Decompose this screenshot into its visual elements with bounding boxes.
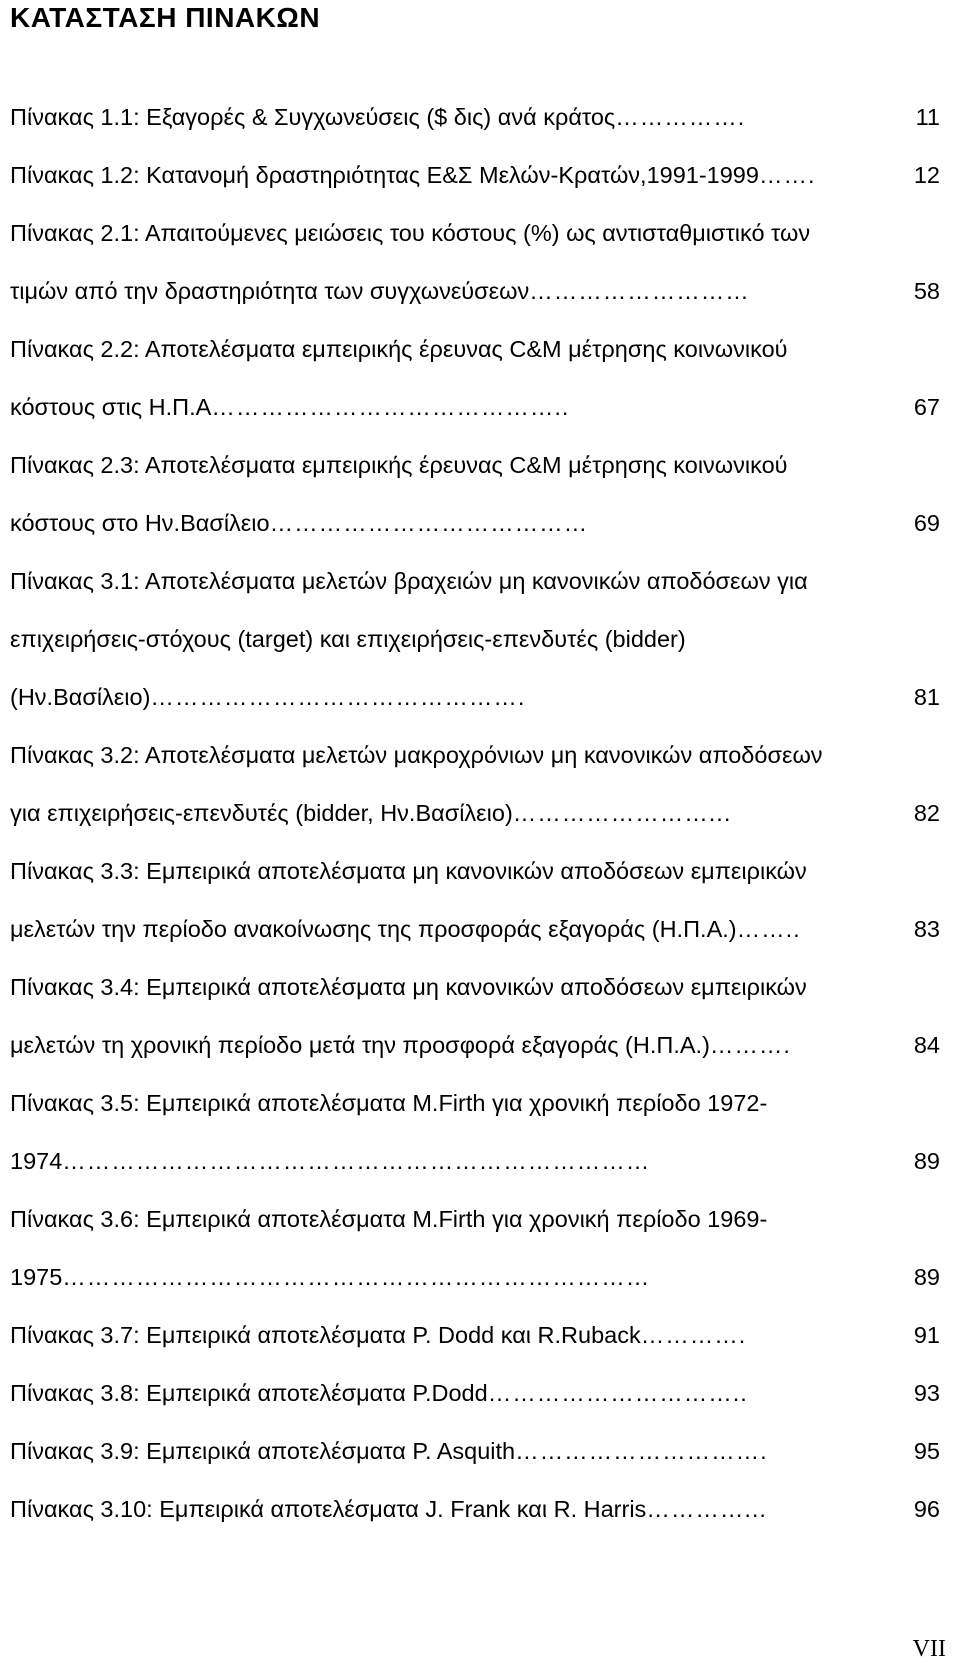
toc-line <box>10 564 940 622</box>
toc-leader-dots: ……………. <box>615 104 746 130</box>
table-of-contents <box>10 100 940 1550</box>
toc-leader-dots: …………... <box>646 1496 767 1522</box>
toc-entry-text: Πίνακας 3.3: Εμπειρικά αποτελέσματα μη κανονικών αποδόσεων εμπειρικών <box>10 858 807 884</box>
toc-leader-dots: ………………………….. <box>487 1380 748 1406</box>
toc-leader-dots: ……. <box>758 162 816 188</box>
toc-page-number: 93 <box>913 1380 940 1406</box>
toc-leader-dots: …………………………………….. <box>211 394 570 420</box>
toc-line <box>10 970 940 1028</box>
toc-entry-text: Πίνακας 3.5: Εμπειρικά αποτελέσματα Μ.Firth για χρονική περίοδο 1972- <box>10 1090 768 1116</box>
toc-line <box>10 796 940 854</box>
toc-leader-dots: ………………………………………. <box>150 684 526 710</box>
toc-line <box>10 680 940 738</box>
toc-line <box>10 854 940 912</box>
toc-leader-dots: …………. <box>640 1322 747 1348</box>
toc-line <box>10 738 940 796</box>
toc-leader-dots: ……………………………………………………………… <box>62 1148 651 1174</box>
toc-leader-dots: ………………………………… <box>269 510 589 536</box>
toc-entry-text: για επιχειρήσεις-επενδυτές (bidder, Ην.Βασίλειο) <box>10 800 513 826</box>
toc-entry-text: Πίνακας 3.9: Εμπειρικά αποτελέσματα P. Asquith <box>10 1438 516 1464</box>
toc-entry-text: επιχειρήσεις-στόχους (target) και επιχειρήσεις-επενδυτές (bidder) <box>10 626 686 652</box>
toc-line <box>10 1492 940 1550</box>
toc-line <box>10 1202 940 1260</box>
toc-line <box>10 1434 940 1492</box>
toc-line <box>10 1318 940 1376</box>
toc-page-number: 84 <box>913 1032 940 1058</box>
toc-page-number: 11 <box>915 104 940 130</box>
toc-entry-text: μελετών τη χρονική περίοδο μετά την προσφορά εξαγοράς (Η.Π.Α.) <box>10 1032 710 1058</box>
toc-line <box>10 912 940 970</box>
toc-leader-dots: ………. <box>709 1032 791 1058</box>
toc-page-number: 69 <box>913 510 940 536</box>
toc-leader-dots: ……………………… <box>529 278 750 304</box>
toc-page-number: 82 <box>913 800 940 826</box>
toc-line <box>10 100 940 158</box>
toc-page-number: 96 <box>913 1496 940 1522</box>
toc-line <box>10 332 940 390</box>
toc-leader-dots: ……………………... <box>512 800 732 826</box>
toc-line <box>10 274 940 332</box>
toc-line <box>10 158 940 216</box>
toc-line <box>10 1260 940 1318</box>
toc-entry-text: Πίνακας 1.2: Κατανομή δραστηριότητας Ε&Σ Μελών-Κρατών,1991-1999 <box>10 162 759 188</box>
toc-page-number: 58 <box>913 278 940 304</box>
toc-page-number: 12 <box>913 162 940 188</box>
toc-page-number: 89 <box>913 1148 940 1174</box>
toc-page-number: 67 <box>913 394 940 420</box>
toc-entry-text: μελετών την περίοδο ανακοίνωσης της προσφοράς εξαγοράς (Η.Π.Α.) <box>10 916 737 942</box>
toc-entry-text: κόστους στις Η.Π.Α <box>10 394 212 420</box>
toc-entry-text: Πίνακας 2.2: Αποτελέσματα εμπειρικής έρευνας C&M μέτρησης κοινωνικού <box>10 336 788 362</box>
toc-entry-text: Πίνακας 3.6: Εμπειρικά αποτελέσματα Μ.Firth για χρονική περίοδο 1969- <box>10 1206 768 1232</box>
toc-page-number: 83 <box>913 916 940 942</box>
toc-line <box>10 1028 940 1086</box>
toc-entry-text: Πίνακας 2.3: Αποτελέσματα εμπειρικής έρευνας C&M μέτρησης κοινωνικού <box>10 452 788 478</box>
toc-entry-text: Πίνακας 3.10: Εμπειρικά αποτελέσματα J. Frank και R. Harris <box>10 1496 647 1522</box>
toc-line <box>10 1144 940 1202</box>
toc-entry-text: Πίνακας 2.1: Απαιτούμενες μειώσεις του κόστους (%) ως αντισταθμιστικό των <box>10 220 811 246</box>
toc-leader-dots: …………………………. <box>515 1438 768 1464</box>
toc-entry-text: Πίνακας 3.2: Αποτελέσματα μελετών μακροχρόνιων μη κανονικών αποδόσεων <box>10 742 823 768</box>
toc-entry-text: Πίνακας 3.4: Εμπειρικά αποτελέσματα μη κανονικών αποδόσεων εμπειρικών <box>10 974 807 1000</box>
toc-line <box>10 448 940 506</box>
toc-line <box>10 1376 940 1434</box>
toc-page-number: 89 <box>913 1264 940 1290</box>
toc-line <box>10 1086 940 1144</box>
toc-page-number: 95 <box>913 1438 940 1464</box>
toc-line <box>10 216 940 274</box>
toc-entry-text: κόστους στο Ην.Βασίλειο <box>10 510 270 536</box>
page-number: VII <box>912 1636 946 1662</box>
toc-entry-text: 1974 <box>10 1148 63 1174</box>
toc-entry-text: Πίνακας 3.1: Αποτελέσματα μελετών βραχειών μη κανονικών αποδόσεων για <box>10 568 808 594</box>
toc-entry-text: 1975 <box>10 1264 63 1290</box>
toc-entry-text: (Ην.Βασίλειο) <box>10 684 151 710</box>
toc-page-number: 91 <box>913 1322 940 1348</box>
toc-line <box>10 622 940 680</box>
toc-line <box>10 390 940 448</box>
toc-entry-text: Πίνακας 3.7: Εμπειρικά αποτελέσματα P. Dodd και R.Ruback <box>10 1322 641 1348</box>
toc-leader-dots: …….. <box>736 916 801 942</box>
toc-entry-text: Πίνακας 1.1: Εξαγορές & Συγχωνεύσεις ($ δις) ανά κράτος <box>10 104 616 130</box>
toc-leader-dots: ……………………………………………………………… <box>62 1264 651 1290</box>
toc-page-number: 81 <box>913 684 940 710</box>
toc-line <box>10 506 940 564</box>
toc-entry-text: τιμών από την δραστηριότητα των συγχωνεύσεων <box>10 278 530 304</box>
toc-entry-text: Πίνακας 3.8: Εμπειρικά αποτελέσματα P.Dodd <box>10 1380 488 1406</box>
page-title: ΚΑΤΑΣΤΑΣΗ ΠΙΝΑΚΩΝ <box>10 2 321 33</box>
